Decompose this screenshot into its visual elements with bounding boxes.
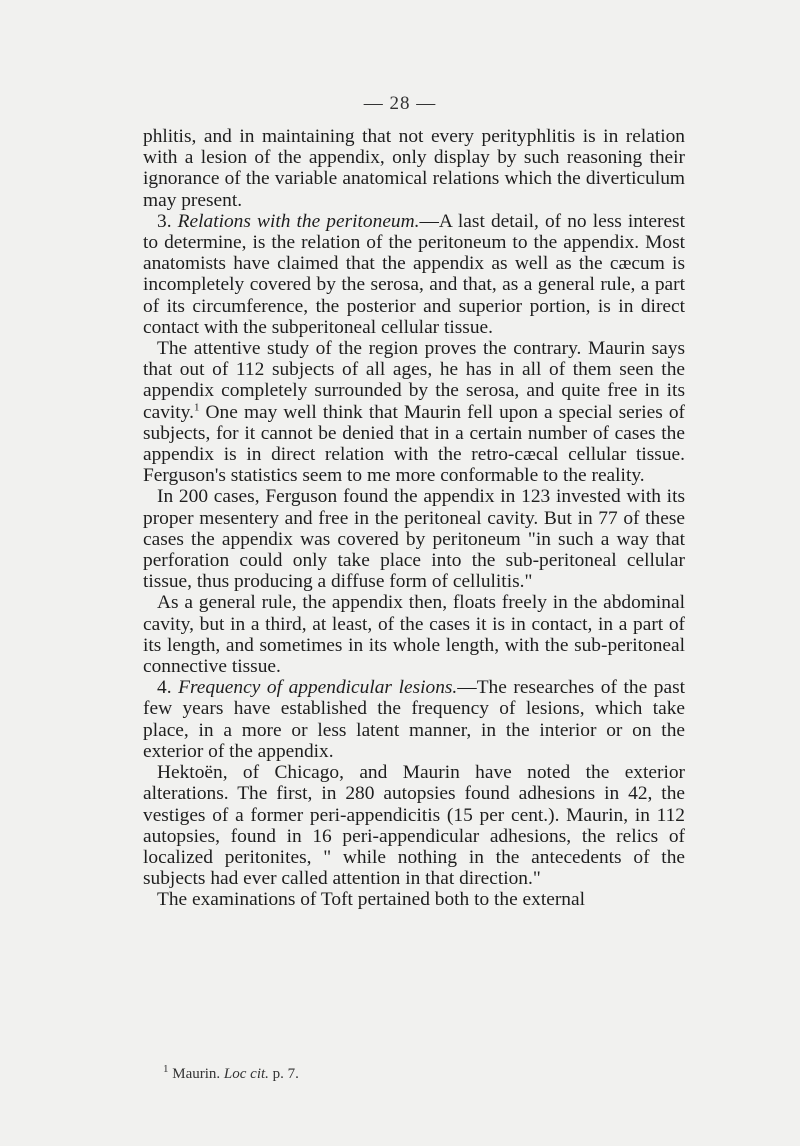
- paragraph-5: As a general rule, the appendix then, floats freely in the abdominal cavity, but in a third, at least, of the cases it is in contact, in a part of its length, and sometimes in its whole length, with the sub-peritoneal connective tissue.: [143, 592, 685, 678]
- paragraph-6-text: —The researches of the past few years have established the frequency of lesions, which take place, in a more or less latent manner, in the interior or on the exterior of the appendix.: [143, 677, 685, 762]
- section-heading: Relations with the peritoneum.: [177, 210, 420, 232]
- footnote-page: p. 7.: [272, 1066, 299, 1082]
- footnote-author: Maurin.: [172, 1066, 221, 1082]
- paragraph-4: In 200 cases, Ferguson found the appendix in 123 invested with its proper mesentery and free in the peritoneal cavity. But in 77 of these cases the appendix was covered by peritoneum "in such a way that perforation could only take place into the sub-peritoneal cellular tissue, thus producing a diffuse form of cellulitis.": [143, 486, 685, 593]
- footnote-reference[interactable]: 1: [193, 401, 200, 414]
- body-text: [143, 126, 685, 911]
- paragraph-7: Hektoën, of Chicago, and Maurin have noted the exterior alterations. The first, in 280 autopsies found adhesions in 42, the vestiges of a former peri-appendicitis (15 per cent.). Maurin, in 112 autopsies, found in 16 peri-appendicular adhesions, the relics of localized peritonites, " while nothing in the antecedents of the subjects had ever called attention in that direction.": [143, 762, 685, 890]
- footnote-ref: Loc cit.: [223, 1066, 269, 1082]
- paragraph-3-text-a: The attentive study of the region proves the contrary. Maurin says that out of 112 subjects of all ages, he has in all of them seen the appendix completely surrounded by the serosa, and quite free in its cavity.: [143, 338, 685, 423]
- paragraph-1: phlitis, and in maintaining that not every perityphlitis is in relation with a lesion of the appendix, only display by such reasoning their ignorance of the variable anatomical relations which the diverticulum may present.: [143, 126, 685, 211]
- paragraph-3-text-b: One may well think that Maurin fell upon a special series of subjects, for it cannot be denied that in a certain number of cases the appendix is in direct relation with the retro-cæcal cellular tissue. Ferguson's statistics seem to me more conformable to the reality.: [143, 401, 685, 487]
- paragraph-2: [143, 211, 685, 338]
- paragraph-3: [143, 338, 685, 486]
- paragraph-6: [143, 677, 685, 762]
- footnote: [163, 1063, 299, 1083]
- section-heading: Frequency of appendicular lesions.: [178, 677, 458, 699]
- page-number: — 28 —: [363, 93, 437, 114]
- footnote-marker: 1: [163, 1063, 169, 1075]
- paragraph-8: The examinations of Toft pertained both to the external: [157, 889, 585, 911]
- section-number: 4.: [157, 677, 172, 699]
- section-number: 3.: [157, 210, 172, 232]
- paragraph-2-text: —A last detail, of no less interest to determine, is the relation of the peritoneum to the appendix. Most anatomists have claimed that the appendix as well as the cæcum is incompletely covered by the serosa, and that, as a general rule, a part of its circumference, the posterior and superior portion, is in direct contact with the subperitoneal cellular tissue.: [143, 210, 685, 338]
